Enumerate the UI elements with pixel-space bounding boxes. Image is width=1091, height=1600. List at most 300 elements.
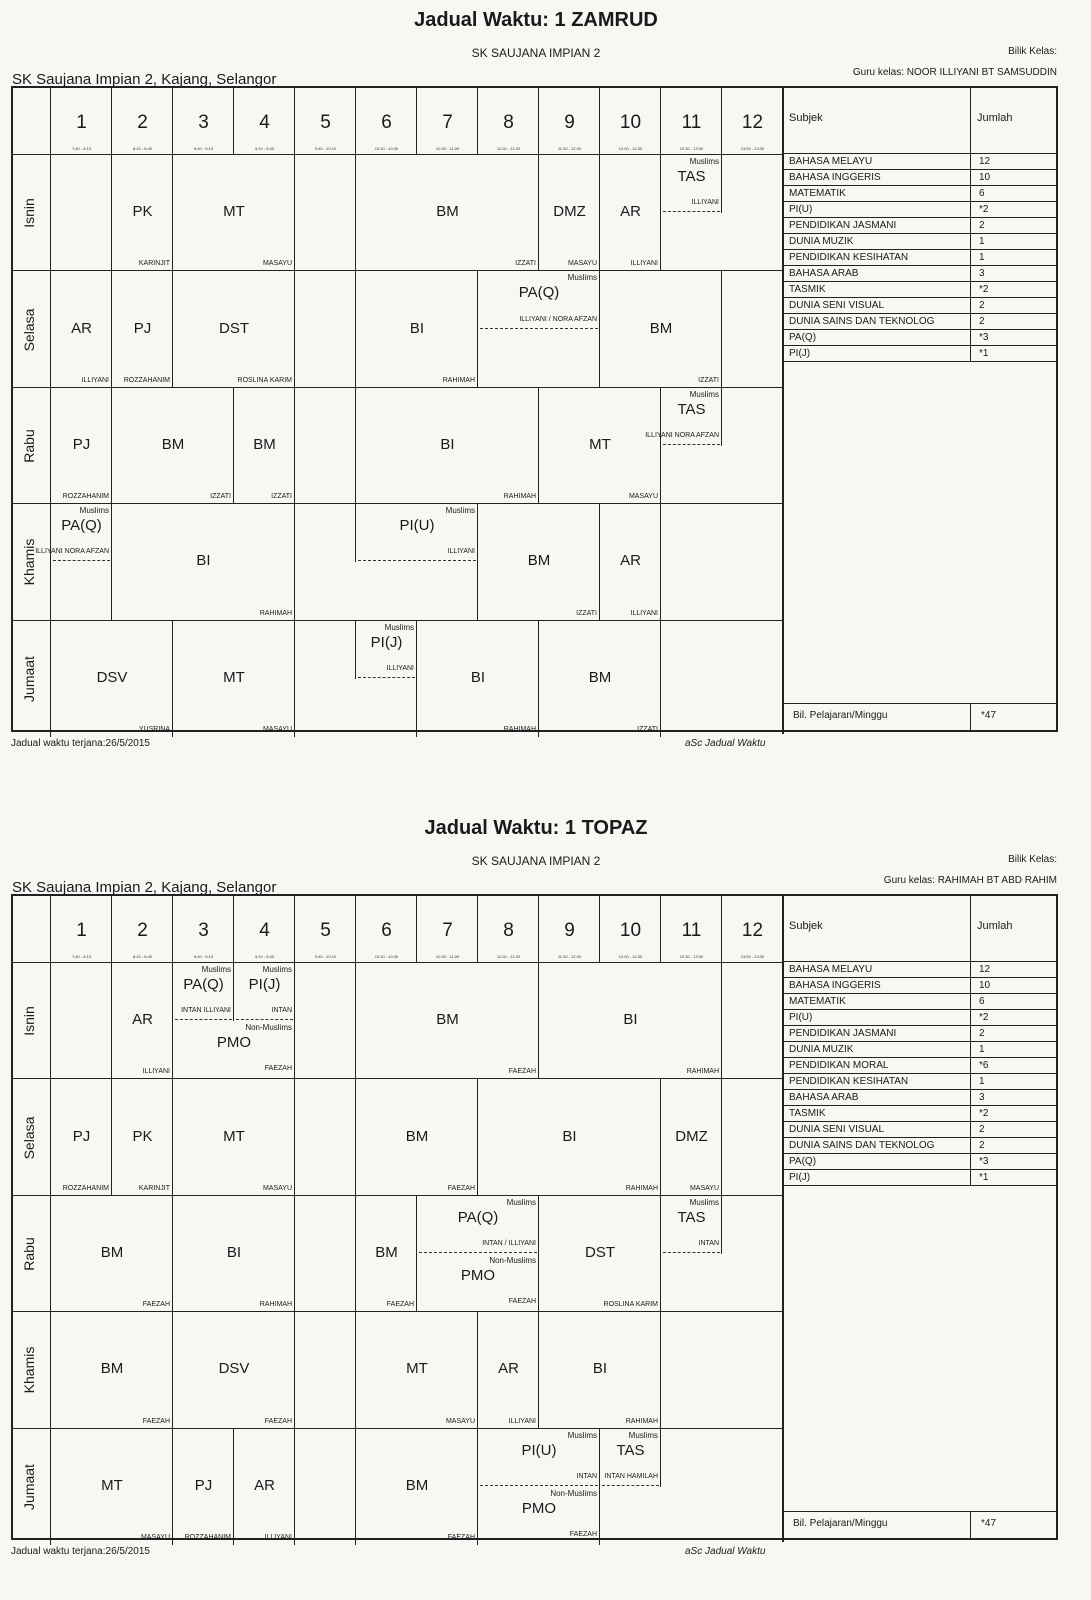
subject-code: BM [527, 552, 551, 570]
summary-count: *2 [979, 204, 989, 215]
subject-code: MT [406, 1360, 428, 1378]
summary-subject: MATEMATIK [789, 188, 846, 199]
period-number: 10 [619, 920, 642, 941]
lessons-per-week-label: Bil. Pelajaran/Minggu [793, 1518, 888, 1529]
subject-code: PMO [216, 1034, 252, 1052]
lesson-cell [173, 155, 295, 271]
teacher-name: ROZZAHANIM [62, 1184, 109, 1192]
summary-row [783, 298, 1056, 314]
lesson-cell [51, 1196, 173, 1312]
lesson-cell [539, 963, 722, 1079]
subject-code: TAS [677, 168, 706, 186]
group-divider [53, 560, 110, 561]
lesson-cell [356, 963, 539, 1079]
period-number: 1 [76, 920, 87, 941]
teacher-name: ILLIYANI [691, 199, 719, 207]
teacher-name: FAEZAH [569, 1530, 597, 1538]
subject-code: AR [498, 1360, 519, 1378]
timetable-1-topaz [0, 808, 1091, 1588]
subject-code: MT [223, 1127, 245, 1145]
subject-code: PA(Q) [183, 976, 224, 994]
lesson-cell [661, 1196, 722, 1254]
period-number: 3 [198, 112, 209, 133]
lesson-cell [356, 504, 478, 562]
subject-code: MT [101, 1476, 123, 1494]
lesson-cell [112, 155, 173, 271]
summary-count-header: Jumlah [977, 112, 1013, 124]
subject-code: BM [436, 1011, 459, 1029]
lesson-cell [478, 1487, 600, 1545]
subject-code: AR [254, 1476, 275, 1494]
teacher-name: ILLIYANI NORA AFZAN [645, 431, 719, 439]
summary-row [783, 1026, 1056, 1042]
period-time: 10:30 - 11:00 [435, 146, 460, 151]
lesson-cell [173, 1079, 295, 1195]
teacher-name: ILLIYANI [508, 1417, 536, 1425]
group-divider [358, 677, 415, 678]
teacher-name: ROZZAHANIM [184, 1533, 231, 1541]
classroom-label: Bilik Kelas: [1008, 46, 1057, 57]
period-time: 12:00 - 12:30 [618, 146, 643, 151]
period-number: 3 [198, 920, 209, 941]
summary-row [783, 962, 1056, 978]
timetable-1-zamrud [0, 0, 1091, 780]
subject-code: TAS [677, 1208, 706, 1226]
teacher-name: RAHIMAH [686, 1068, 719, 1076]
day-label: Selasa [21, 308, 37, 351]
teacher-name: RAHIMAH [259, 609, 292, 617]
generated-date: Jadual waktu terjana:26/5/2015 [11, 738, 150, 749]
lesson-cell [112, 271, 173, 387]
period-number: 9 [564, 920, 575, 941]
lesson-cell [173, 1196, 295, 1312]
summary-row [783, 994, 1056, 1010]
subject-code: BM [649, 319, 673, 337]
group-label: Muslims [689, 157, 719, 166]
lesson-cell [356, 1312, 478, 1428]
lesson-cell [51, 271, 112, 387]
teacher-name: ILLIYANI [81, 376, 109, 384]
subject-code: PK [132, 1127, 153, 1145]
subject-code: BM [405, 1476, 429, 1494]
teacher-name: INTAN [271, 1007, 292, 1015]
summary-count: 6 [979, 996, 985, 1007]
summary-count: 1 [979, 1044, 985, 1055]
period-time: 10:30 - 11:00 [435, 954, 460, 959]
summary-row [783, 1122, 1056, 1138]
summary-subject: PI(U) [789, 1012, 813, 1023]
group-label: Muslims [201, 965, 231, 974]
lesson-cell [600, 271, 722, 387]
teacher-name: FAEZAH [264, 1065, 292, 1073]
summary-subject: BAHASA ARAB [789, 268, 859, 279]
summary-count: *1 [979, 348, 989, 359]
subject-code: BM [100, 1243, 124, 1261]
lesson-cell [51, 388, 112, 504]
lesson-cell [661, 155, 722, 213]
lesson-cell [600, 155, 661, 271]
subject-code: AR [132, 1011, 153, 1029]
summary-count: 12 [979, 964, 991, 975]
period-time: 7:40 - 8:10 [71, 146, 92, 151]
period-time: 8:40 - 9:10 [193, 954, 214, 959]
subject-code: PA(Q) [518, 284, 560, 302]
teacher-name: INTAN [576, 1472, 597, 1480]
lesson-cell [539, 1196, 661, 1312]
period-number: 9 [564, 112, 575, 133]
class-teacher: Guru kelas: RAHIMAH BT ABD RAHIM [883, 875, 1057, 886]
day-label: Selasa [21, 1116, 37, 1159]
lesson-cell [478, 1079, 661, 1195]
summary-subject: PENDIDIKAN KESIHATAN [789, 1076, 909, 1087]
subject-code: AR [620, 203, 641, 221]
group-label: Muslims [384, 622, 414, 632]
teacher-name: ROSLINA KARIM [237, 376, 292, 384]
lesson-cell [600, 1429, 661, 1487]
teacher-name: ILLIYANI [264, 1533, 292, 1541]
period-time: 8:10 - 8:40 [132, 146, 153, 151]
teacher-name: ILLIYANI NORA AFZAN [35, 548, 109, 556]
period-number: 11 [681, 920, 702, 941]
period-time: 7:40 - 8:10 [71, 954, 92, 959]
summary-row [783, 1154, 1056, 1170]
period-number: 8 [503, 112, 514, 133]
teacher-name: IZZATI [576, 609, 597, 617]
lesson-cell [51, 1429, 173, 1545]
summary-subject: PA(Q) [789, 332, 817, 343]
teacher-name: KARINJIT [138, 260, 170, 268]
lesson-cell [173, 271, 295, 387]
subject-code: PJ [72, 435, 91, 453]
subject-code: BM [588, 668, 612, 686]
teacher-name: RAHIMAH [503, 493, 536, 501]
subject-code: PA(Q) [457, 1208, 499, 1226]
lesson-cell [51, 1079, 112, 1195]
lesson-cell [112, 963, 173, 1079]
summary-row [783, 266, 1056, 282]
teacher-name: MASAYU [445, 1417, 475, 1425]
subject-code: DSV [96, 668, 128, 686]
group-label: Muslims [689, 1197, 719, 1207]
teacher-name: MASAYU [262, 1184, 292, 1192]
lesson-cell [356, 621, 417, 679]
day-label: Jumaat [21, 1463, 37, 1510]
period-time: 11:30 - 12:00 [557, 146, 582, 151]
period-number: 12 [741, 112, 764, 133]
group-label: Muslims [628, 1430, 658, 1440]
summary-count: 10 [979, 172, 991, 183]
subject-code: BM [161, 435, 185, 453]
subject-code: PJ [133, 319, 152, 337]
lesson-cell [173, 621, 295, 737]
period-number: 5 [320, 920, 331, 941]
group-divider [663, 211, 720, 212]
lesson-cell [112, 1079, 173, 1195]
summary-count: *6 [979, 1060, 989, 1071]
subject-code: PMO [460, 1267, 496, 1285]
teacher-name: IZZATI [210, 493, 231, 501]
lesson-cell [539, 155, 600, 271]
period-time: 13:00 - 13:30 [740, 954, 765, 959]
period-time: 8:40 - 9:10 [193, 146, 214, 151]
subject-code: PI(U) [399, 517, 435, 535]
lesson-cell [356, 155, 539, 271]
teacher-name: ILLIYANI [630, 260, 658, 268]
summary-count: 2 [979, 300, 985, 311]
lesson-cell [173, 1021, 295, 1079]
summary-subject: PENDIDIKAN MORAL [789, 1060, 889, 1071]
summary-row [783, 1090, 1056, 1106]
subject-code: TAS [677, 400, 706, 418]
summary-subject: MATEMATIK [789, 996, 846, 1007]
summary-subject: PENDIDIKAN KESIHATAN [789, 252, 909, 263]
summary-row [783, 978, 1056, 994]
summary-subject: PI(J) [789, 1172, 811, 1183]
subject-code: PI(U) [521, 1441, 557, 1459]
period-time: 9:10 - 9:40 [254, 954, 275, 959]
teacher-name: YUSRINA [138, 725, 170, 733]
summary-count: 2 [979, 1140, 985, 1151]
summary-row [783, 1042, 1056, 1058]
teacher-name: FAEZAH [508, 1298, 536, 1306]
summary-subject: TASMIK [789, 284, 826, 295]
subject-code: BI [440, 435, 455, 453]
summary-subject: PI(J) [789, 348, 811, 359]
summary-row [783, 1138, 1056, 1154]
summary-row [783, 154, 1056, 170]
day-label: Isnin [21, 1006, 37, 1036]
summary-subject: DUNIA SAINS DAN TEKNOLOG [789, 316, 935, 327]
grid-line [783, 361, 1056, 362]
summary-count: 3 [979, 1092, 985, 1103]
period-time: 12:00 - 12:30 [618, 954, 643, 959]
lesson-cell [173, 1429, 234, 1545]
software-credit: aSc Jadual Waktu [685, 1546, 766, 1557]
group-label: Muslims [506, 1197, 536, 1207]
lesson-cell [417, 1254, 539, 1312]
grid-line [783, 1185, 1056, 1186]
subject-code: AR [71, 319, 92, 337]
group-label: Non-Muslims [489, 1256, 536, 1265]
period-time: 11:30 - 12:00 [557, 954, 582, 959]
lesson-cell [173, 963, 234, 1021]
teacher-name: FAEZAH [142, 1301, 170, 1309]
subject-code: PI(J) [248, 976, 281, 994]
summary-row [783, 1106, 1056, 1122]
period-time: 10:10 - 10:30 [374, 954, 399, 959]
lesson-cell [356, 1429, 478, 1545]
period-number: 2 [137, 920, 148, 941]
group-label: Muslims [445, 506, 475, 516]
teacher-name: ILLIYANI [142, 1068, 170, 1076]
lesson-cell [661, 1079, 722, 1195]
lesson-cell [51, 1312, 173, 1428]
period-time: 12:30 - 13:00 [679, 146, 704, 151]
group-divider [480, 1485, 598, 1486]
day-label: Jumaat [21, 655, 37, 702]
lesson-cell [234, 1429, 295, 1545]
period-number: 4 [259, 112, 270, 133]
group-label: Muslims [567, 1430, 597, 1440]
grid-line [970, 704, 971, 730]
lesson-cell [234, 963, 295, 1021]
summary-count: *2 [979, 1012, 989, 1023]
group-label: Muslims [262, 965, 292, 974]
teacher-name: RAHIMAH [442, 376, 475, 384]
subject-code: PA(Q) [61, 517, 102, 535]
subject-code: DMZ [675, 1127, 708, 1145]
day-label: Khamis [21, 539, 37, 586]
summary-row [783, 1170, 1056, 1186]
timetable-grid [11, 894, 1058, 1540]
subject-code: DST [219, 319, 249, 337]
period-time: 11:00 - 11:30 [497, 954, 520, 959]
summary-count: 2 [979, 1124, 985, 1135]
subject-code: MT [589, 435, 611, 453]
teacher-name: KARINJIT [138, 1184, 170, 1192]
subject-code: PI(J) [370, 633, 403, 651]
teacher-name: ILLIYANI / NORA AFZAN [519, 315, 597, 323]
grid-line [970, 1512, 971, 1538]
summary-row [783, 202, 1056, 218]
teacher-name: ROSLINA KARIM [603, 1301, 658, 1309]
timetable-grid [11, 86, 1058, 732]
teacher-name: FAEZAH [508, 1068, 536, 1076]
summary-row [783, 218, 1056, 234]
teacher-name: MASAYU [628, 493, 658, 501]
summary-row [783, 250, 1056, 266]
day-label: Rabu [21, 429, 37, 463]
lesson-cell [417, 1196, 539, 1254]
school-location: SK Saujana Impian 2, Kajang, Selangor [12, 879, 277, 896]
lessons-per-week-count: *47 [981, 1518, 997, 1529]
subject-code: PMO [521, 1499, 557, 1517]
summary-subject: BAHASA MELAYU [789, 964, 873, 975]
group-divider [663, 1252, 720, 1253]
group-divider [602, 1485, 659, 1486]
summary-count: 1 [979, 252, 985, 263]
timetable-title: Jadual Waktu: 1 ZAMRUD [414, 9, 658, 31]
subject-code: TAS [616, 1441, 645, 1459]
teacher-name: FAEZAH [386, 1301, 414, 1309]
lessons-per-week-count: *47 [981, 710, 997, 721]
summary-count: 6 [979, 188, 985, 199]
summary-count: 1 [979, 236, 985, 247]
group-label: Muslims [689, 389, 719, 399]
summary-subject: BAHASA INGGERIS [789, 980, 881, 991]
summary-count: *3 [979, 1156, 989, 1167]
summary-row [783, 1010, 1056, 1026]
school-name: SK SAUJANA IMPIAN 2 [471, 854, 601, 868]
summary-row [783, 170, 1056, 186]
summary-count: *2 [979, 284, 989, 295]
subject-code: PJ [194, 1476, 213, 1494]
period-time: 13:00 - 13:30 [740, 146, 765, 151]
summary-row [783, 1058, 1056, 1074]
teacher-name: RAHIMAH [625, 1184, 658, 1192]
lesson-cell [478, 1312, 539, 1428]
summary-row [783, 346, 1056, 362]
teacher-name: ILLIYANI [447, 548, 475, 556]
period-time: 11:00 - 11:30 [497, 146, 520, 151]
subject-code: AR [620, 552, 641, 570]
day-label: Rabu [21, 1237, 37, 1271]
group-divider [419, 1252, 537, 1253]
summary-count: 12 [979, 156, 991, 167]
summary-subject: DUNIA SENI VISUAL [789, 1124, 885, 1135]
lesson-cell [478, 504, 600, 620]
summary-count: *2 [979, 1108, 989, 1119]
teacher-name: RAHIMAH [503, 725, 536, 733]
period-time: 9:40 - 10:10 [314, 146, 337, 151]
subject-code: MT [223, 668, 245, 686]
group-divider [358, 560, 476, 561]
period-time: 10:10 - 10:30 [374, 146, 399, 151]
lesson-cell [35, 504, 112, 562]
subject-code: BM [436, 203, 459, 221]
lesson-cell [356, 388, 539, 504]
lesson-cell [478, 271, 600, 329]
lesson-cell [356, 271, 478, 387]
summary-count: *1 [979, 1172, 989, 1183]
software-credit: aSc Jadual Waktu [685, 738, 766, 749]
teacher-name: MASAYU [140, 1533, 170, 1541]
teacher-name: FAEZAH [142, 1417, 170, 1425]
subject-code: BM [405, 1127, 429, 1145]
summary-row [783, 186, 1056, 202]
summary-subject-header: Subjek [789, 112, 823, 124]
lesson-cell [173, 1312, 295, 1428]
summary-row [783, 1074, 1056, 1090]
summary-row [783, 330, 1056, 346]
period-number: 11 [681, 112, 702, 133]
teacher-name: IZZATI [637, 725, 658, 733]
period-time: 9:10 - 9:40 [254, 146, 275, 151]
teacher-name: MASAYU [262, 260, 292, 268]
teacher-name: FAEZAH [447, 1184, 475, 1192]
period-number: 5 [320, 112, 331, 133]
school-name: SK SAUJANA IMPIAN 2 [471, 46, 601, 60]
group-label: Non-Muslims [245, 1023, 292, 1033]
summary-count: 2 [979, 220, 985, 231]
period-number: 7 [442, 112, 453, 133]
summary-subject: DUNIA MUZIK [789, 236, 854, 247]
day-label: Isnin [21, 198, 37, 228]
period-number: 6 [381, 112, 392, 133]
summary-count: 1 [979, 1076, 985, 1087]
summary-subject: DUNIA MUZIK [789, 1044, 854, 1055]
period-number: 6 [381, 920, 392, 941]
teacher-name: IZZATI [515, 260, 536, 268]
period-number: 2 [137, 112, 148, 133]
teacher-name: ROZZAHANIM [62, 493, 109, 501]
grid-line [783, 1511, 1056, 1512]
summary-subject: DUNIA SAINS DAN TEKNOLOG [789, 1140, 935, 1151]
teacher-name: MASAYU [567, 260, 597, 268]
teacher-name: RAHIMAH [625, 1417, 658, 1425]
lesson-cell [417, 621, 539, 737]
school-location: SK Saujana Impian 2, Kajang, Selangor [12, 71, 277, 88]
lesson-cell [112, 504, 295, 620]
subject-code: DSV [218, 1360, 250, 1378]
period-number: 4 [259, 920, 270, 941]
subject-code: BI [226, 1243, 242, 1261]
lesson-cell [600, 504, 661, 620]
lesson-cell [478, 1429, 600, 1487]
summary-subject: PENDIDIKAN JASMANI [789, 220, 897, 231]
summary-subject: PENDIDIKAN JASMANI [789, 1028, 897, 1039]
lesson-cell [356, 1196, 417, 1312]
